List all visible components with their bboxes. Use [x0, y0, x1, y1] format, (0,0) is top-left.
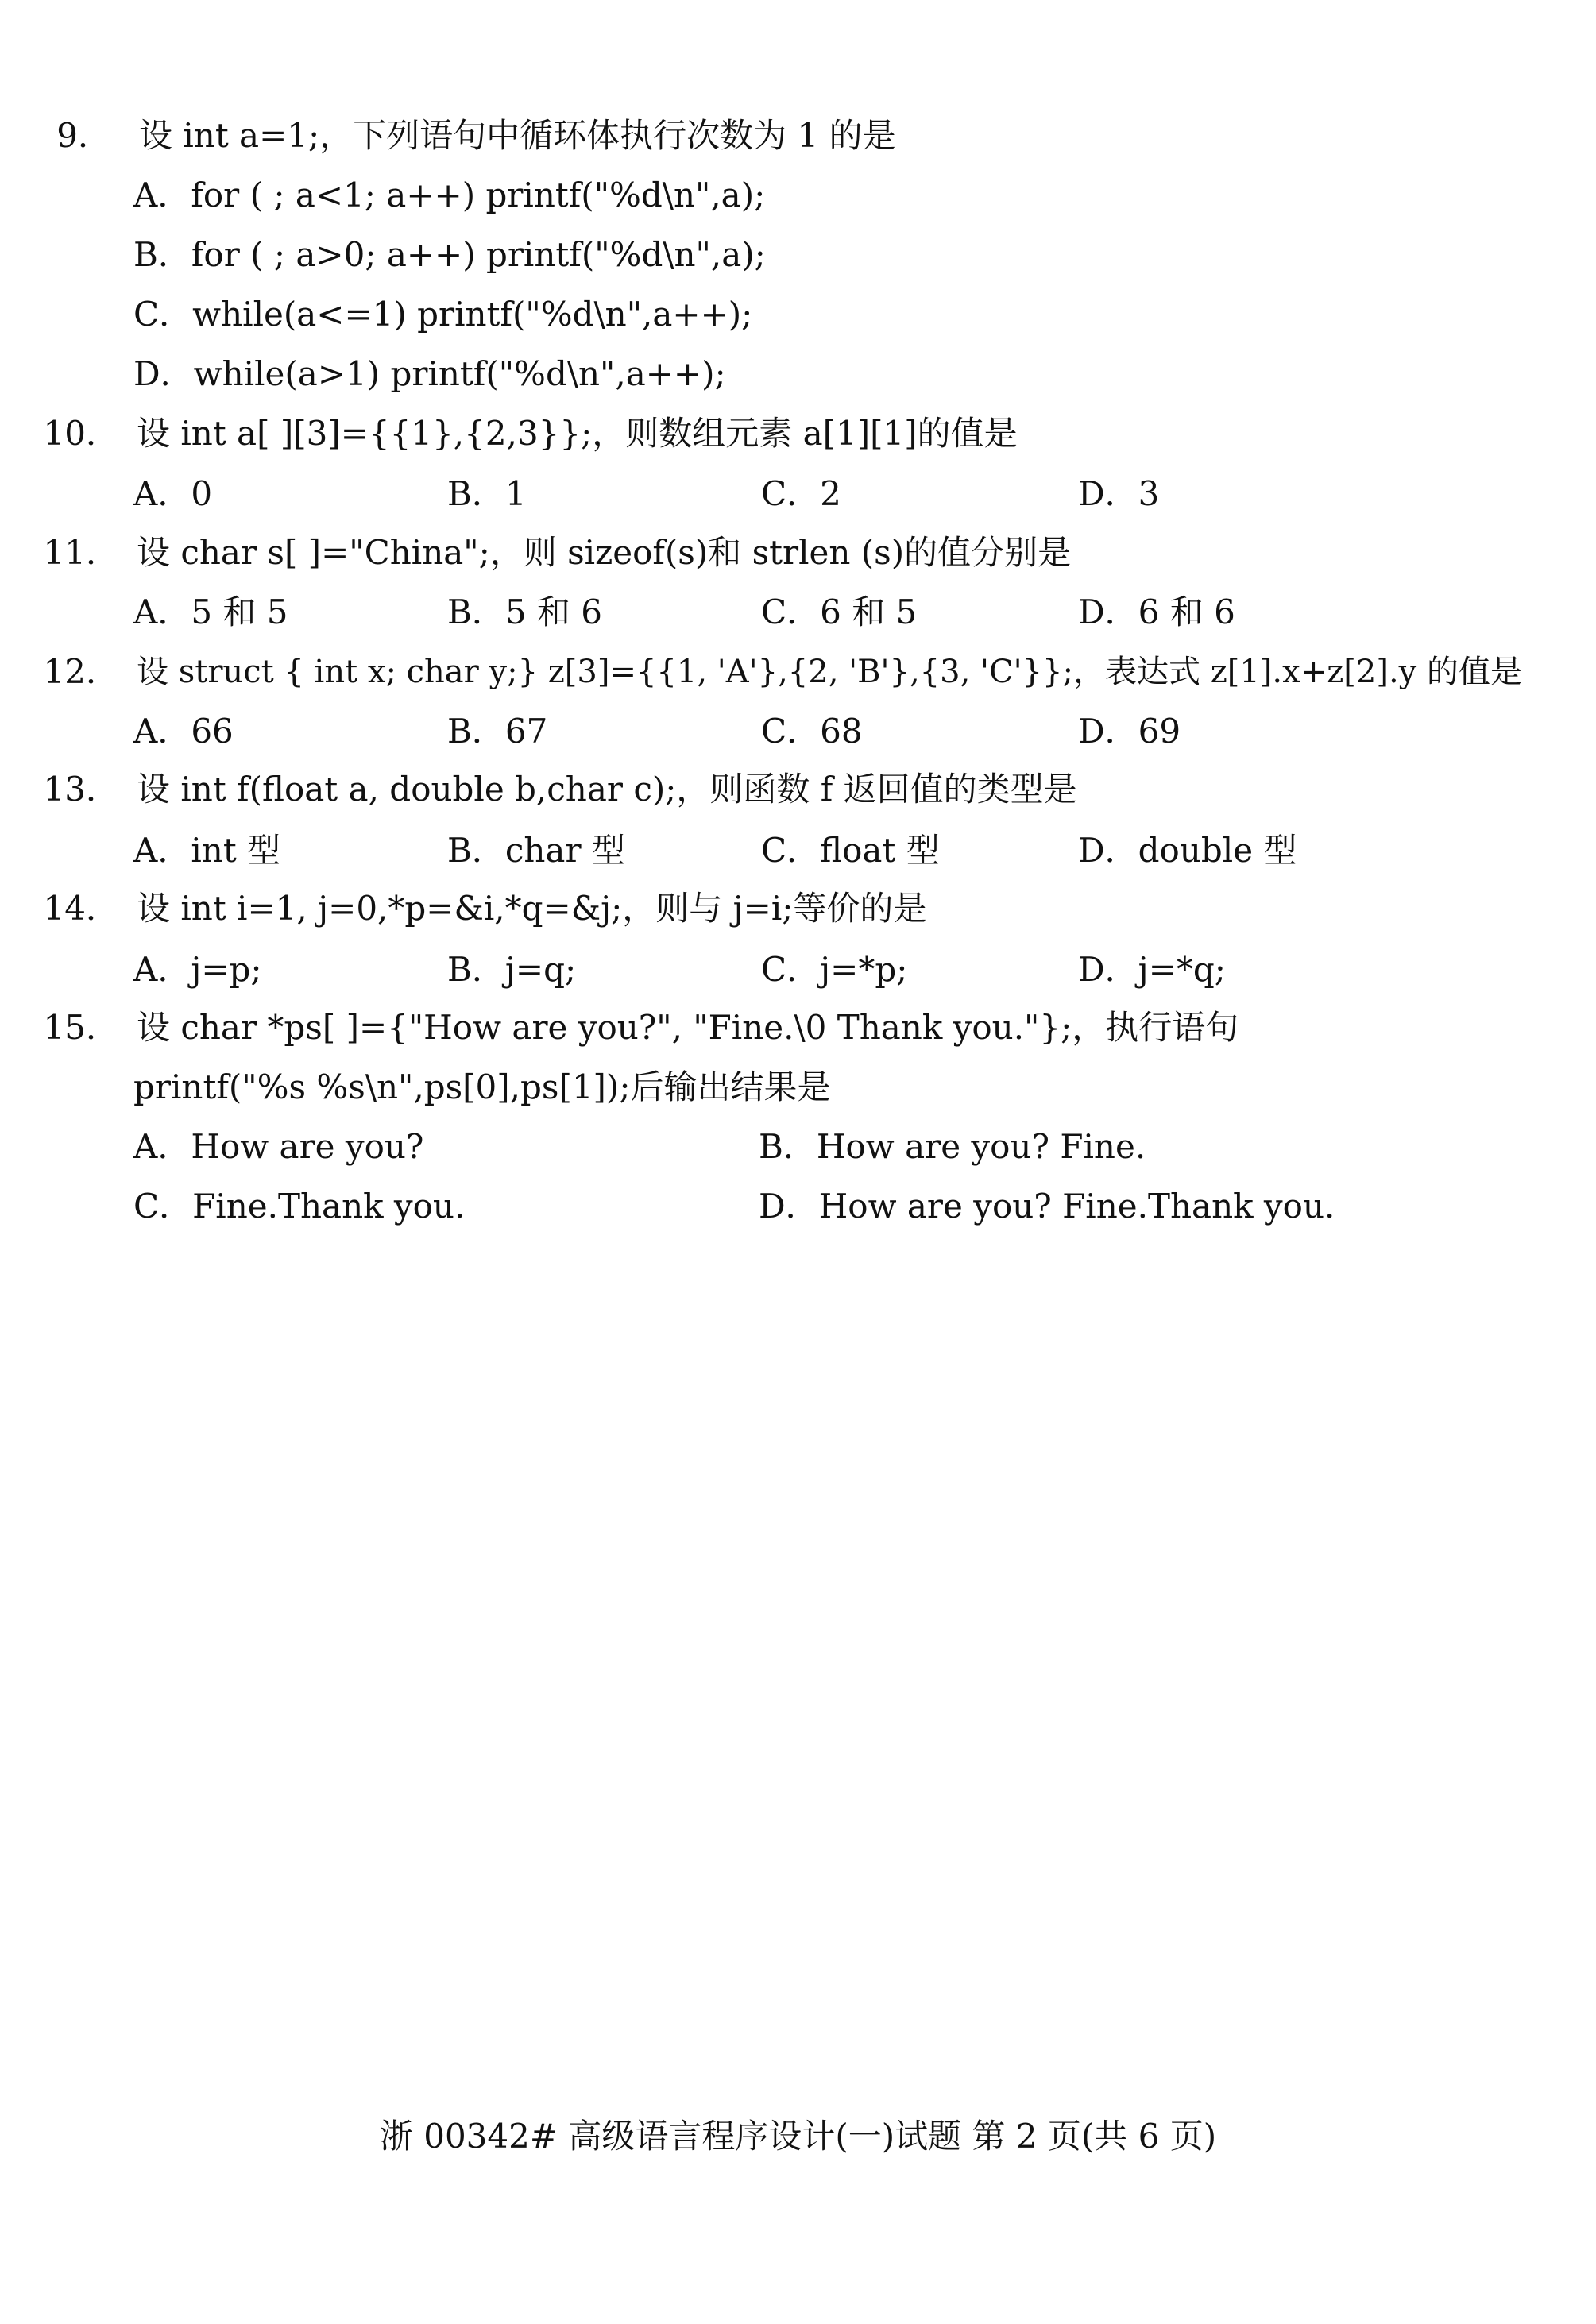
question-10-stem: 设 int a[ ][3]={{1},{2,3}};，则数组元素 a[1][1]的值是 — [137, 414, 1018, 453]
question-14-option-c: C．j=*p; — [761, 950, 908, 989]
question-15-stem-continued: printf("%s %s\n",ps[0],ps[1]);后输出结果是 — [133, 1067, 831, 1106]
question-9-stem: 设 int a=1;，下列语句中循环体执行次数为 1 的是 — [139, 116, 896, 155]
question-11-option-c: C．6 和 5 — [761, 593, 918, 631]
question-15-option-b: B．How are you? Fine. — [759, 1127, 1146, 1166]
question-10-option-d: D．3 — [1078, 474, 1160, 513]
question-12-stem: 设 struct { int x; char y;} z[3]={{1, 'A'},{2, 'B'},{3, 'C'}};，表达式 z[1].x+z[2].y 的值是 — [137, 654, 1522, 690]
question-15-option-d: D．How are you? Fine.Thank you. — [759, 1187, 1335, 1226]
question-9-number: 9． — [56, 116, 111, 155]
question-9-option-b: B．for ( ; a>0; a++) printf("%d\n",a); — [133, 235, 766, 274]
question-12-option-d: D．69 — [1078, 712, 1181, 751]
question-15-option-c: C．Fine.Thank you. — [133, 1187, 466, 1226]
question-12-number: 12． — [43, 652, 119, 691]
page-footer: 浙 00342# 高级语言程序设计(一)试题 第 2 页(共 6 页) — [379, 2117, 1217, 2156]
question-11-number: 11． — [43, 533, 119, 572]
question-10-option-c: C．2 — [761, 474, 841, 513]
question-10-option-b: B．1 — [447, 474, 527, 513]
question-11-option-b: B．5 和 6 — [447, 593, 603, 631]
question-12-option-a: A．66 — [133, 712, 234, 751]
question-12-option-c: C．68 — [761, 712, 863, 751]
question-14-option-d: D．j=*q; — [1078, 950, 1226, 989]
question-9-option-c: C．while(a<=1) printf("%d\n",a++); — [133, 295, 753, 334]
question-10-number: 10． — [43, 414, 119, 453]
question-10-option-a: A．0 — [133, 474, 213, 513]
question-13-option-c: C．float 型 — [761, 831, 940, 870]
question-11-stem: 设 char s[ ]="China";，则 sizeof(s)和 strlen (s)的值分别是 — [137, 533, 1072, 572]
question-12-option-b: B．67 — [447, 712, 548, 751]
question-13-option-b: B．char 型 — [447, 831, 625, 870]
question-11-option-d: D．6 和 6 — [1078, 593, 1235, 631]
question-15-option-a: A．How are you? — [133, 1127, 424, 1166]
question-13-stem: 设 int f(float a, double b,char c);，则函数 f 返回值的类型是 — [137, 770, 1077, 809]
question-15-stem: 设 char *ps[ ]={"How are you?", "Fine.\0 Thank you."};，执行语句 — [137, 1008, 1239, 1047]
question-13-option-d: D．double 型 — [1078, 831, 1297, 870]
question-14-stem: 设 int i=1, j=0,*p=&i,*q=&j;，则与 j=i;等价的是 — [137, 889, 927, 928]
question-14-number: 14． — [43, 889, 119, 928]
question-14-option-a: A．j=p; — [133, 950, 262, 989]
question-14-option-b: B．j=q; — [447, 950, 577, 989]
question-11-option-a: A．5 和 5 — [133, 593, 288, 631]
question-13-number: 13． — [43, 770, 119, 809]
question-15-number: 15． — [43, 1008, 119, 1047]
question-13-option-a: A．int 型 — [133, 831, 281, 870]
question-9-option-d: D．while(a>1) printf("%d\n",a++); — [133, 354, 726, 393]
question-9-option-a: A．for ( ; a<1; a++) printf("%d\n",a); — [133, 176, 766, 214]
